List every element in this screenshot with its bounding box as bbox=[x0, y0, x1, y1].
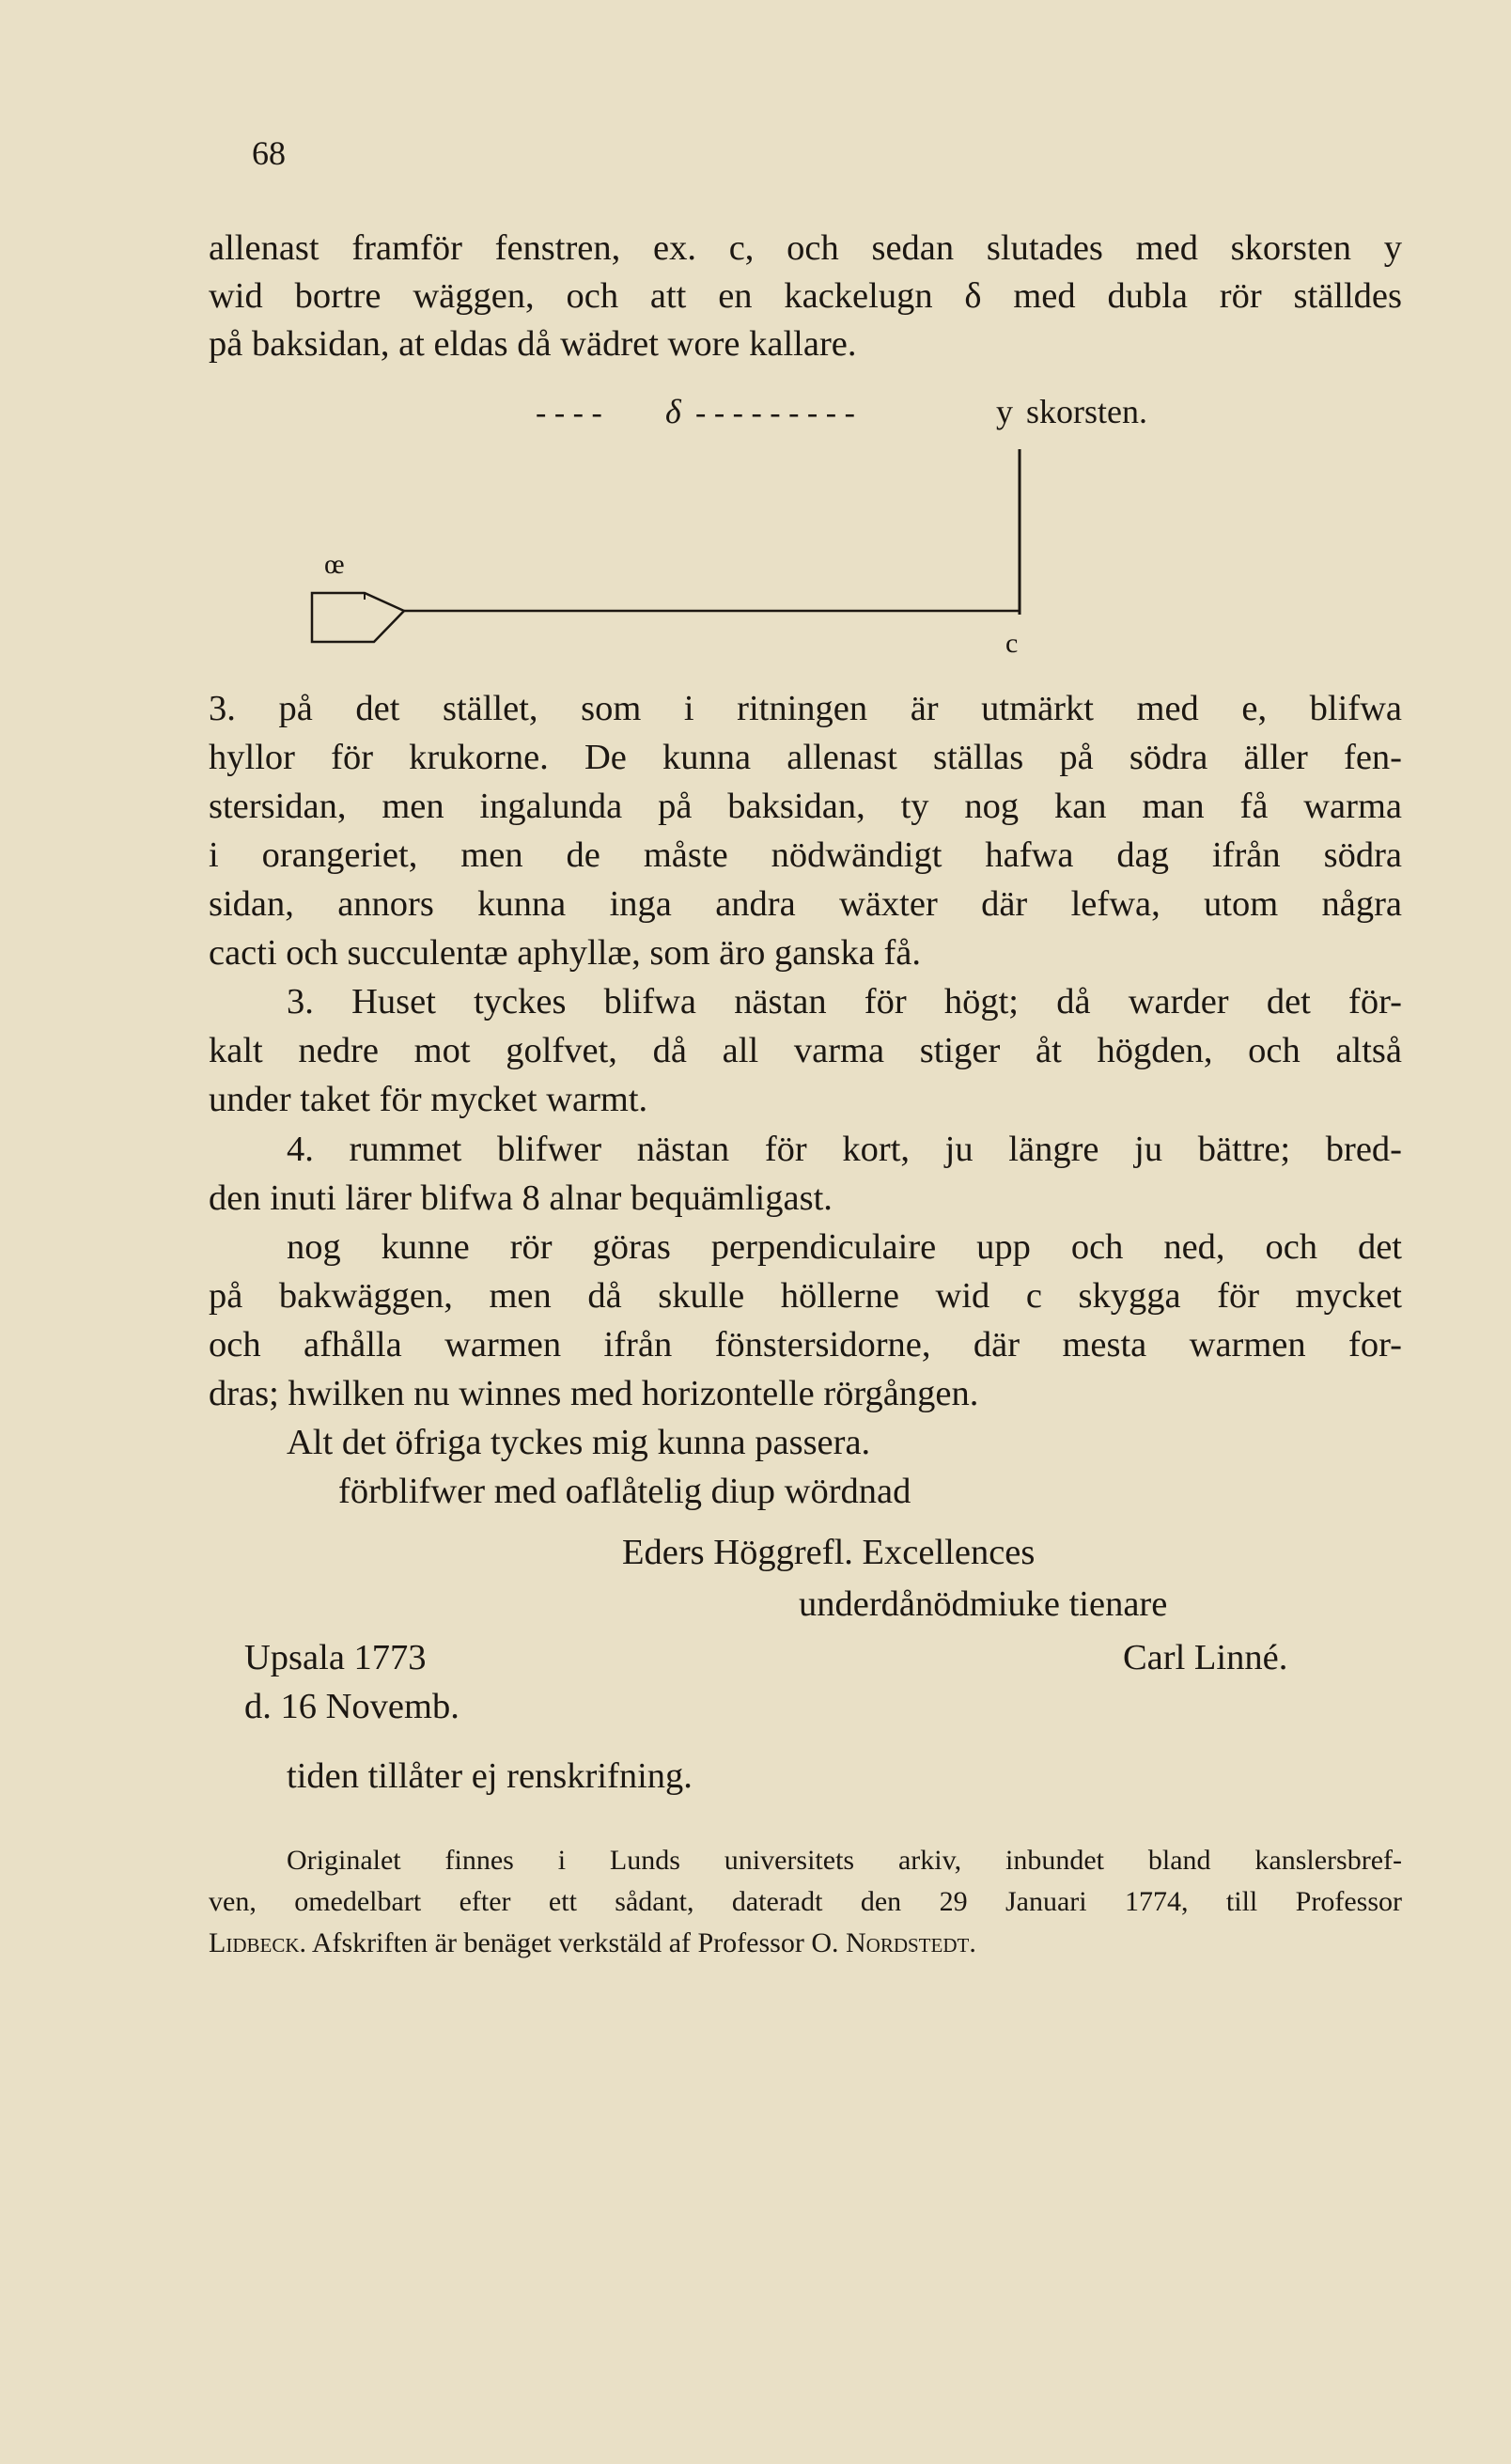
text-line: hyllor för krukorne. De kunna allenast ställas på södra äller fen- bbox=[209, 738, 1402, 777]
footnote-name-nordstedt: Nordstedt. bbox=[845, 1927, 976, 1958]
servant-line: underdånödmiuke tienare bbox=[799, 1584, 1168, 1624]
footnote-line: Originalet finnes i Lunds universitets arkiv, inbundet bland kanslersbref- bbox=[287, 1845, 1402, 1876]
date-line: d. 16 Novemb. bbox=[244, 1687, 460, 1726]
diagram-chimney-label: skorsten. bbox=[1026, 393, 1147, 430]
text-line: och afhålla warmen ifrån fönstersidorne, där mesta warmen for- bbox=[209, 1325, 1402, 1365]
diagram-dashes-right: - - - - - - - - - bbox=[695, 396, 855, 430]
text-line: på baksidan, at eldas då wädret wore kallare. bbox=[209, 324, 857, 364]
text-line: kalt nedre mot golfvet, då all varma stiger åt högden, och altså bbox=[209, 1031, 1402, 1070]
diagram-c-label: c bbox=[1005, 628, 1019, 659]
place-year: Upsala 1773 bbox=[244, 1638, 427, 1677]
sign-off: förblifwer med oaflåtelig diup wördnad bbox=[338, 1472, 911, 1511]
salutation: Eders Höggrefl. Excellences bbox=[622, 1533, 1036, 1572]
stove-shape bbox=[312, 593, 404, 642]
signature: Carl Linné. bbox=[1123, 1638, 1288, 1677]
text-line: 4. rummet blifwer nästan för kort, ju längre ju bättre; bred- bbox=[287, 1130, 1402, 1169]
footnote-line bbox=[209, 1929, 976, 1957]
footnote-name-lidbeck: Lidbeck. bbox=[209, 1927, 306, 1958]
diagram-dashes-left: - - - - bbox=[536, 396, 602, 430]
diagram-y-label: y bbox=[996, 393, 1013, 430]
text-line: cacti och succulentæ aphyllæ, som äro ganska få. bbox=[209, 933, 922, 973]
footnote-middle: Afskriften är benäget verkstäld af Professor O. bbox=[306, 1927, 846, 1958]
text-line: under taket för mycket warmt. bbox=[209, 1080, 648, 1119]
page-number: 68 bbox=[252, 134, 286, 172]
text-line: 3. på det stället, som i ritningen är utmärkt med e, blifwa bbox=[209, 689, 1402, 728]
text-line: wid bortre wäggen, och att en kackelugn δ med dubla rör ställdes bbox=[209, 276, 1402, 316]
postscript: tiden tillåter ej renskrifning. bbox=[287, 1756, 693, 1796]
text-line: dras; hwilken nu winnes med horizontelle rörgången. bbox=[209, 1374, 979, 1413]
text-line: 3. Huset tyckes blifwa nästan för högt; då warder det för- bbox=[287, 982, 1402, 1021]
text-line: i orangeriet, men de måste nödwändigt hafwa dag ifrån södra bbox=[209, 835, 1402, 875]
text-line: nog kunne rör göras perpendiculaire upp och ned, och det bbox=[287, 1227, 1402, 1267]
text-line: sidan, annors kunna inga andra wäxter där lefwa, utom några bbox=[209, 884, 1402, 924]
orangery-diagram bbox=[0, 385, 1511, 705]
text-line: allenast framför fenstren, ex. c, och sedan slutades med skorsten y bbox=[209, 228, 1402, 268]
text-line: den inuti lärer blifwa 8 alnar bequämligast. bbox=[209, 1178, 833, 1218]
diagram-oe-label: œ bbox=[324, 549, 345, 580]
footnote-line: ven, omedelbart efter ett sådant, dateradt den 29 Januari 1774, till Professor bbox=[209, 1886, 1402, 1917]
closing-line: Alt det öfriga tyckes mig kunna passera. bbox=[287, 1423, 871, 1462]
text-line: på bakwäggen, men då skulle höllerne wid c skygga för mycket bbox=[209, 1276, 1402, 1316]
text-line: stersidan, men ingalunda på baksidan, ty nog kan man få warma bbox=[209, 787, 1402, 826]
diagram-delta-label: δ bbox=[665, 393, 681, 430]
